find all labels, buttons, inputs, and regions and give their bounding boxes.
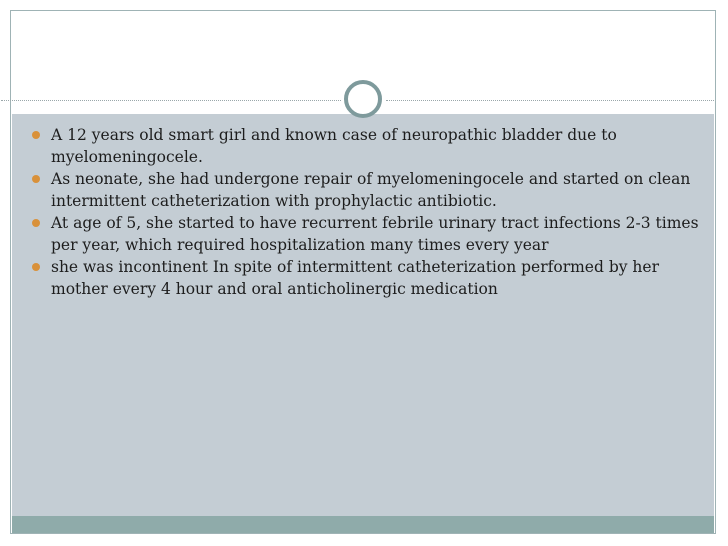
header-divider-left [1,100,341,101]
bullet-dot-icon [32,175,40,183]
bullet-text: she was incontinent In spite of intermittent catheterization performed by her mother every 4 hour and oral anticholinergic medication [51,258,659,298]
bullet-text: At age of 5, she started to have recurrent febrile urinary tract infections 2-3 times per year, which required hospitalization many times every year [51,214,699,254]
bullet-dot-icon [32,131,40,139]
bullet-text: As neonate, she had undergone repair of myelomeningocele and started on clean intermittent catheterization with prophylactic antibiotic. [51,170,691,210]
circle-ring-icon [344,80,382,118]
bullet-dot-icon [32,263,40,271]
bullet-list [30,124,700,300]
list-item [30,212,700,256]
list-item [30,256,700,300]
list-item [30,124,700,168]
bullet-dot-icon [32,219,40,227]
bullet-text: A 12 years old smart girl and known case of neuropathic bladder due to myelomeningocele. [51,126,617,166]
header-divider-right [386,100,714,101]
list-item [30,168,700,212]
footer-bar [12,516,714,533]
